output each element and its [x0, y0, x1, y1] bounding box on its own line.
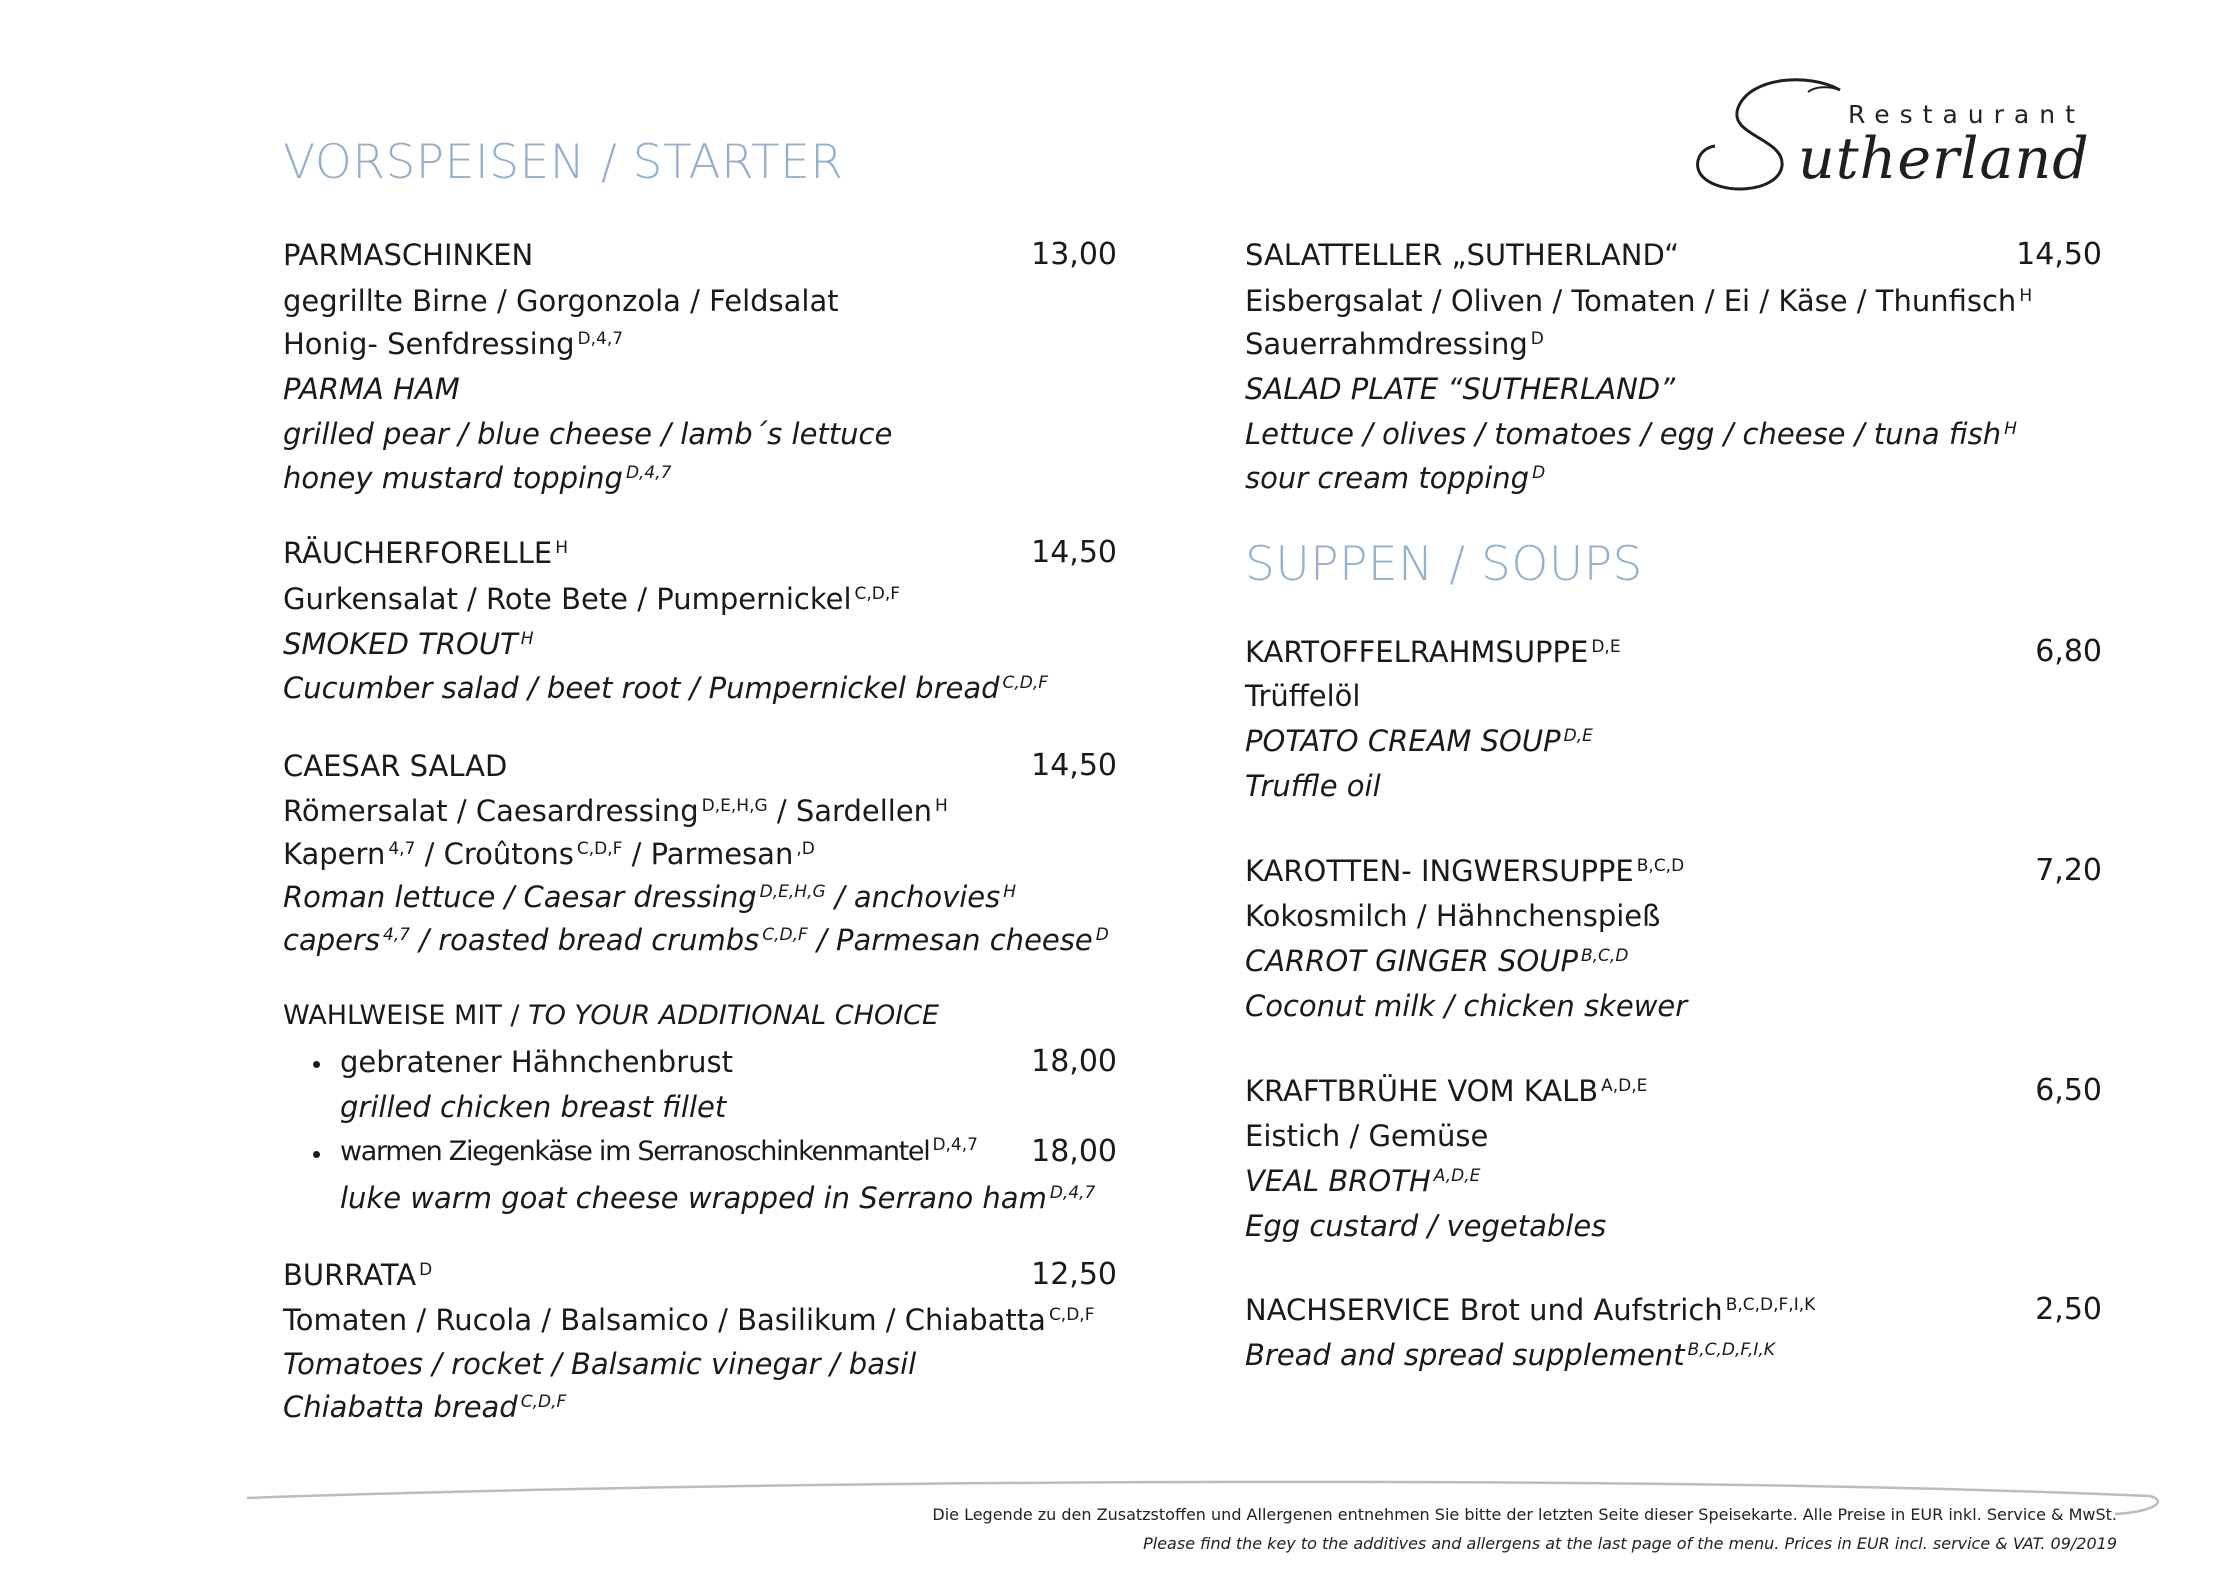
- allergen-code: C,D,F: [520, 1392, 567, 1412]
- dish-price: 6,80: [2035, 634, 2102, 669]
- dish-description-de: Kapern $^{4,7}$ / Croûtons $^{C,D,F}$ / Parmesan $^{,D}$: [283, 837, 815, 871]
- heading-soups: SUPPEN / SOUPS: [1245, 537, 1643, 592]
- dish-description-de: Tomaten / Rucola / Balsamico / Basilikum / Chiabatta $^{C,D,F}$: [283, 1303, 1095, 1337]
- restaurant-logo: [1690, 78, 2110, 208]
- dish-description-en: capers $^{4,7}$ / roasted bread crumbs $^{C,D,F}$ / Parmesan cheese $^D$: [283, 923, 1109, 957]
- dish-description-de: gegrillte Birne / Gorgonzola / Feldsalat: [283, 284, 839, 318]
- allergen-code: C,D,F: [576, 839, 623, 859]
- dish-price: 14,50: [1031, 535, 1117, 570]
- allergen-code: 4,7: [388, 839, 416, 859]
- allergen-code: H: [555, 538, 568, 558]
- allergen-code: D: [419, 1260, 433, 1280]
- dish-name: NACHSERVICE Brot und Aufstrich $^{B,C,D,F,I,K}$: [1245, 1293, 1816, 1327]
- dish-description-de: Sauerrahmdressing $^D$: [1245, 327, 1544, 361]
- dish-name: KAROTTEN- INGWERSUPPE $^{B,C,D}$: [1245, 854, 1685, 888]
- bullet-icon: [313, 1061, 320, 1068]
- allergen-code: B,C,D,F,I,K: [1725, 1295, 1816, 1315]
- dish-name-en: SMOKED TROUT $^H$: [283, 627, 534, 661]
- choice-title: WAHLWEISE MIT / TO YOUR ADDITIONAL CHOICE: [283, 1000, 940, 1031]
- dish-price: 6,50: [2035, 1073, 2102, 1108]
- dish-name: KRAFTBRÜHE VOM KALB $^{A,D,E}$: [1245, 1074, 1648, 1108]
- allergen-code: C,D,F: [854, 584, 901, 604]
- dish-description-en: Chiabatta bread $^{C,D,F}$: [283, 1390, 567, 1424]
- bullet-icon: [313, 1151, 320, 1158]
- allergen-code: B,C,D: [1580, 946, 1629, 966]
- allergen-code: H: [1003, 882, 1017, 902]
- footer-note-de: Die Legende zu den Zusatzstoffen und Allergenen entnehmen Sie bitte der letzten Seite dieser Speisekarte. Alle Preise in EUR inkl. Service & MwSt.: [932, 1505, 2117, 1524]
- dish-description-en: Coconut milk / chicken skewer: [1245, 989, 1688, 1023]
- dish-price: 14,50: [2016, 237, 2102, 272]
- choice-option-en: grilled chicken breast fillet: [340, 1090, 727, 1124]
- dish-price: 7,20: [2035, 853, 2102, 888]
- allergen-code: D,4,7: [625, 463, 672, 483]
- dish-description-de: Eistich / Gemüse: [1245, 1119, 1489, 1153]
- allergen-code: B,C,D,F,I,K: [1687, 1340, 1775, 1360]
- dish-description-en: sour cream topping $^D$: [1245, 461, 1546, 495]
- dish-description-de: Trüffelöl: [1245, 679, 1361, 713]
- logo-restaurant-text: Restaurant: [1848, 100, 2085, 129]
- dish-name: SALATTELLER „SUTHERLAND“: [1245, 238, 1680, 272]
- dish-description-en: Egg custard / vegetables: [1245, 1209, 1607, 1243]
- allergen-code: D,E: [1563, 726, 1593, 746]
- dish-name-en: CARROT GINGER SOUP $^{B,C,D}$: [1245, 944, 1629, 978]
- allergen-code: D,E,H,G: [759, 882, 826, 902]
- dish-description-en: Tomatoes / rocket / Balsamic vinegar / basil: [283, 1347, 917, 1381]
- choice-option-price: 18,00: [1031, 1134, 1117, 1169]
- allergen-code: D,E: [1591, 637, 1621, 657]
- dish-name: KARTOFFELRAHMSUPPE $^{D,E}$: [1245, 635, 1621, 669]
- choice-option-price: 18,00: [1031, 1044, 1117, 1079]
- dish-description-de: Eisbergsalat / Oliven / Tomaten / Ei / Käse / Thunfisch $^H$: [1245, 284, 2033, 318]
- allergen-code: D,4,7: [577, 329, 624, 349]
- dish-price: 12,50: [1031, 1257, 1117, 1292]
- dish-name: RÄUCHERFORELLE $^H$: [283, 536, 568, 570]
- dish-price: 2,50: [2035, 1292, 2102, 1327]
- dish-name-en: PARMA HAM: [283, 372, 460, 406]
- dish-description-en: grilled pear / blue cheese / lamb´s lettuce: [283, 417, 893, 451]
- allergen-code: D,4,7: [1049, 1183, 1096, 1203]
- allergen-code: D,4,7: [932, 1135, 978, 1155]
- allergen-code: D,E,H,G: [701, 796, 768, 816]
- allergen-code: D: [1532, 463, 1546, 483]
- dish-description-de: Gurkensalat / Rote Bete / Pumpernickel $^{C,D,F}$: [283, 582, 901, 616]
- dish-name-en: VEAL BROTH $^{A,D,E}$: [1245, 1164, 1481, 1198]
- allergen-code: H: [520, 629, 534, 649]
- dish-name-en: POTATO CREAM SOUP $^{D,E}$: [1245, 724, 1593, 758]
- dish-description-de: Kokosmilch / Hähnchenspieß: [1245, 899, 1661, 933]
- dish-description-de: Römersalat / Caesardressing $^{D,E,H,G}$ / Sardellen $^H$: [283, 794, 948, 828]
- dish-description-en: Lettuce / olives / tomatoes / egg / cheese / tuna fish $^H$: [1245, 417, 2017, 451]
- allergen-code: C,D,F: [762, 925, 808, 945]
- dish-name: BURRATA $^D$: [283, 1258, 433, 1292]
- dish-price: 13,00: [1031, 237, 1117, 272]
- logo-name-text: utherland: [1798, 126, 2090, 192]
- allergen-code: 4,7: [383, 925, 411, 945]
- allergen-code: A,D,E: [1601, 1076, 1648, 1096]
- heading-starter: VORSPEISEN / STARTER: [283, 135, 844, 190]
- allergen-code: ,D: [796, 839, 815, 859]
- choice-option-en: luke warm goat cheese wrapped in Serrano ham $^{D,4,7}$: [340, 1181, 1096, 1215]
- dish-description-en: Cucumber salad / beet root / Pumpernickel bread $^{C,D,F}$: [283, 671, 1049, 705]
- dish-description-en: honey mustard topping $^{D,4,7}$: [283, 461, 672, 495]
- dish-name-en: SALAD PLATE “SUTHERLAND”: [1245, 372, 1676, 406]
- allergen-code: H: [2004, 419, 2017, 439]
- dish-description-de: Honig- Senfdressing $^{D,4,7}$: [283, 327, 624, 361]
- allergen-code: C,D,F: [1002, 673, 1049, 693]
- allergen-code: B,C,D: [1636, 856, 1685, 876]
- dish-description-en: Truffle oil: [1245, 769, 1381, 803]
- dish-description-en: Roman lettuce / Caesar dressing $^{D,E,H,G}$ / anchovies $^H$: [283, 880, 1017, 914]
- allergen-code: H: [935, 796, 948, 816]
- dish-name: CAESAR SALAD: [283, 749, 508, 783]
- allergen-code: D: [1530, 329, 1544, 349]
- allergen-code: C,D,F: [1048, 1305, 1095, 1325]
- allergen-code: H: [2019, 286, 2033, 306]
- allergen-code: D: [1095, 925, 1109, 945]
- allergen-code: A,D,E: [1433, 1166, 1481, 1186]
- dish-price: 14,50: [1031, 748, 1117, 783]
- choice-option-de: gebratener Hähnchenbrust: [340, 1045, 734, 1079]
- footer-note-en: Please find the key to the additives and allergens at the last page of the menu. Prices in EUR incl. service & VAT. 09/2019: [1143, 1534, 2117, 1553]
- dish-name: PARMASCHINKEN: [283, 238, 534, 272]
- dish-description-en: Bread and spread supplement $^{B,C,D,F,I,K}$: [1245, 1338, 1775, 1372]
- choice-option-de: warmen Ziegenkäse im Serranoschinkenmantel $^{D,4,7}$: [340, 1135, 978, 1167]
